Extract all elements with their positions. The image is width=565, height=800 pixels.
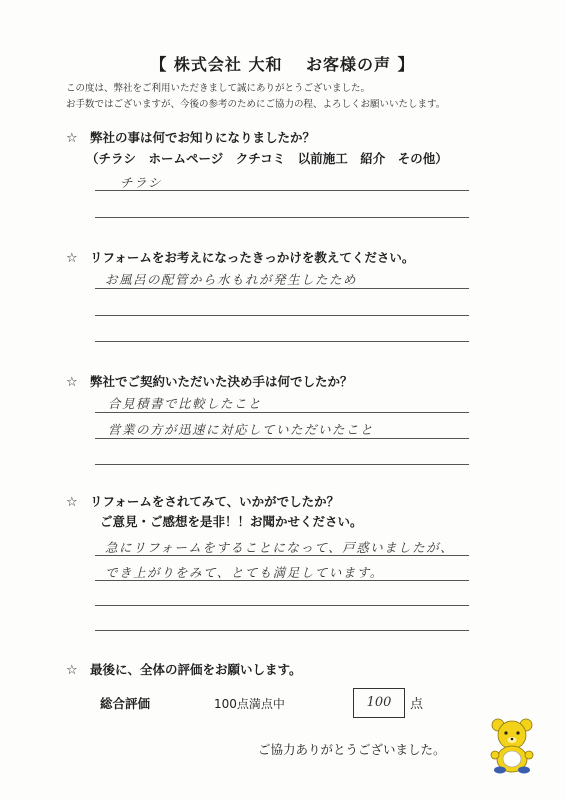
- star-icon: ☆: [66, 131, 78, 146]
- answer-line: [95, 464, 469, 465]
- question-1-text: 弊社の事は何でお知りになりましたか？: [90, 130, 316, 145]
- answer-3-line-1: 合見積書で比較したこと: [108, 396, 263, 411]
- question-2-text: リフォームをお考えになったきっかけを教えてください。: [90, 250, 415, 265]
- question-4: [66, 492, 339, 510]
- score-unit: 点: [410, 697, 424, 712]
- star-icon: ☆: [66, 375, 78, 390]
- answer-4-line-1: 急にリフォームをすることになって、戸惑いましたが、: [105, 540, 455, 555]
- answer-1-line-1: チラシ: [120, 175, 163, 190]
- answer-line: [95, 315, 469, 316]
- score-value: 100: [366, 695, 392, 710]
- question-1: [66, 128, 315, 146]
- rating-scale-label: 100点満点中: [214, 697, 285, 711]
- answer-line: [95, 412, 469, 413]
- answer-line: [95, 580, 469, 581]
- answer-line: [95, 288, 469, 289]
- intro-line-2: お手数ではございますが、今後の参考のためにご協力の程、よろしくお願いいたします。: [66, 99, 446, 110]
- question-4-text: リフォームをされてみて、いかがでしたか？: [90, 494, 340, 509]
- question-5: [66, 660, 302, 678]
- question-2: [66, 248, 414, 266]
- score-box: [353, 688, 405, 718]
- thanks-message: ご協力ありがとうございました。: [258, 742, 446, 757]
- answer-line: [95, 630, 469, 631]
- answer-line: [95, 555, 469, 556]
- intro-line-1: この度は、弊社をご利用いただきまして誠にありがとうございました。: [66, 83, 371, 94]
- answer-4-line-2: でき上がりをみて、とても満足しています。: [105, 565, 384, 580]
- answer-line: [95, 605, 469, 606]
- bear-mascot-icon: [486, 715, 538, 775]
- answer-2-line-1: お風呂の配管から水もれが発生したため: [105, 272, 358, 287]
- question-5-text: 最後に、全体の評価をお願いします。: [90, 662, 302, 677]
- answer-line: [95, 190, 469, 191]
- answer-line: [95, 217, 469, 218]
- question-1-options: （チラシ ホームページ クチコミ 以前施工 紹介 その他）: [86, 151, 448, 166]
- overall-rating-label: 総合評価: [100, 696, 151, 711]
- question-4-text-2: ご意見・ご感想を是非！！お聞かせください。: [100, 514, 363, 529]
- star-icon: ☆: [66, 495, 78, 510]
- page-title: 【 株式会社 大和 お客様の声 】: [150, 55, 415, 74]
- answer-3-line-2: 営業の方が迅速に対応していただいたこと: [108, 422, 375, 437]
- question-3: [66, 372, 353, 390]
- question-3-text: 弊社でご契約いただいた決め手は何でしたか？: [90, 374, 353, 389]
- star-icon: ☆: [66, 663, 78, 678]
- answer-line: [95, 438, 469, 439]
- answer-line: [95, 341, 469, 342]
- star-icon: ☆: [66, 251, 78, 266]
